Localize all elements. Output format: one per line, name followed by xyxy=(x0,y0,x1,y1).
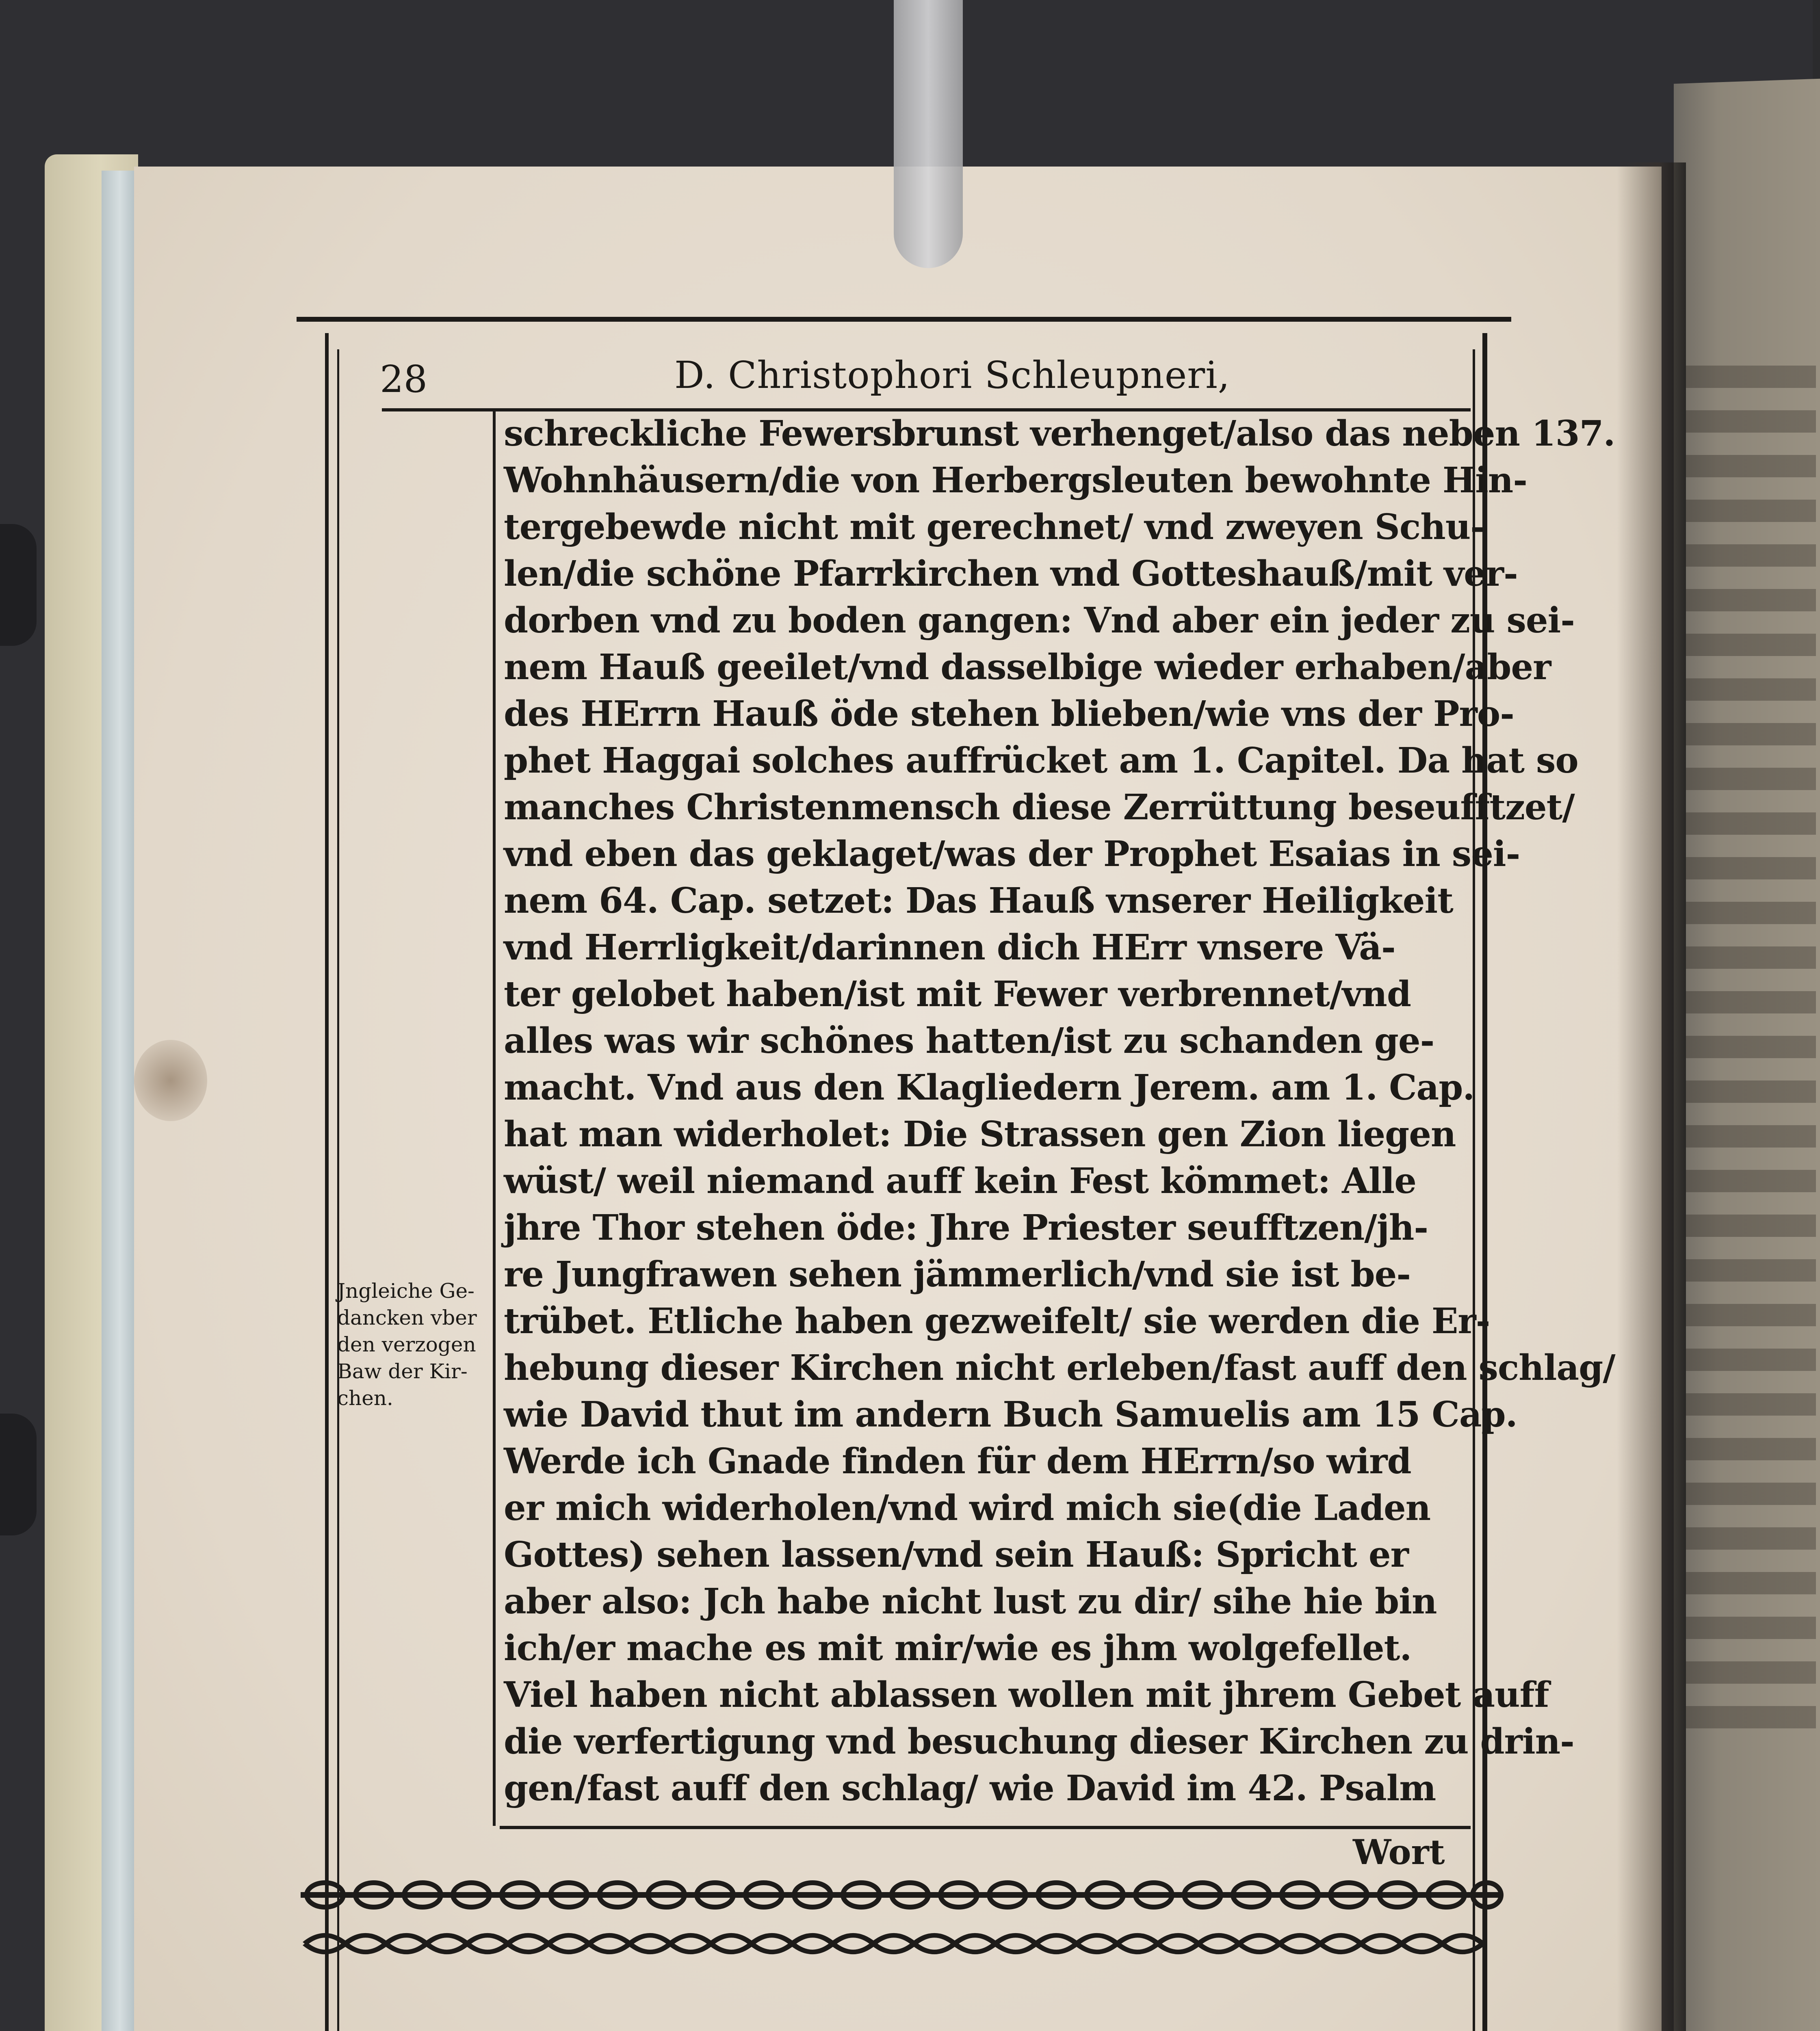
text-line: er mich widerholen/vnd wird mich sie(die Laden xyxy=(504,1488,1431,1529)
marginal-note-line: Baw der Kir- xyxy=(337,1360,468,1383)
text-line: gen/fast auff den schlag/ wie David im 42. Psalm xyxy=(504,1768,1436,1809)
ornament-border-lower xyxy=(301,1925,1503,1962)
book-gutter xyxy=(1617,162,1686,2031)
text-line: len/die schöne Pfarrkirchen vnd Gotteshauß/mit ver- xyxy=(504,553,1518,594)
text-line: Werde ich Gnade finden für dem HErrn/so wird xyxy=(504,1441,1411,1482)
text-line: vnd Herrligkeit/darinnen dich HErr vnsere Vä- xyxy=(504,927,1395,968)
text-line: wüst/ weil niemand auff kein Fest kömmet: Alle xyxy=(504,1161,1416,1202)
marginal-note xyxy=(337,1277,496,1412)
marginal-note-line: den verzogen xyxy=(337,1333,476,1356)
cradle-notch xyxy=(0,524,37,646)
text-line: tergebewde nicht mit gerechnet/ vnd zweyen Schu- xyxy=(504,507,1484,548)
page-edges xyxy=(102,171,138,2031)
text-line: trübet. Etliche haben gezweifelt/ sie werden die Er- xyxy=(504,1301,1490,1342)
cradle-notch xyxy=(0,1414,37,1535)
text-line: nem 64. Cap. setzet: Das Hauß vnserer Heiligkeit xyxy=(504,880,1453,921)
text-line: Viel haben nicht ablassen wollen mit jhrem Gebet auff xyxy=(504,1674,1549,1715)
text-line: Wohnhäusern/die von Herbergsleuten bewohnte Hin- xyxy=(504,460,1528,501)
text-line: aber also: Jch habe nicht lust zu dir/ sihe hie bin xyxy=(504,1581,1437,1622)
text-line: phet Haggai solches auffrücket am 1. Capitel. Da hat so xyxy=(504,740,1578,781)
text-line: re Jungfrawen sehen jämmerlich/vnd sie ist be- xyxy=(504,1254,1411,1295)
text-line: wie David thut im andern Buch Samuelis am 15 Cap. xyxy=(504,1394,1517,1435)
text-line: macht. Vnd aus den Klagliedern Jerem. am 1. Cap. xyxy=(504,1067,1475,1108)
footer-rule xyxy=(500,1826,1471,1829)
catchword: Wort xyxy=(1353,1832,1445,1872)
running-head: D. Christophori Schleupneri, xyxy=(674,353,1230,397)
text-line: des HErrn Hauß öde stehen blieben/wie vns der Pro- xyxy=(504,693,1514,734)
text-line: schreckliche Fewersbrunst verhenget/also das neben 137. xyxy=(504,413,1615,454)
marginal-note-line: chen. xyxy=(337,1386,393,1410)
marginal-note-line: Jngleiche Ge- xyxy=(337,1279,474,1303)
margin-column-rule xyxy=(493,408,496,1826)
foxing-stain xyxy=(134,1040,207,1121)
text-line: die verfertigung vnd besuchung dieser Kirchen zu drin- xyxy=(504,1721,1574,1762)
holding-strap-top xyxy=(894,0,963,268)
text-line: ich/er mache es mit mir/wie es jhm wolgefellet. xyxy=(504,1628,1412,1669)
marginal-note-line: dancken vber xyxy=(337,1306,477,1329)
body-text xyxy=(504,410,1615,1812)
text-line: dorben vnd zu boden gangen: Vnd aber ein jeder zu sei- xyxy=(504,600,1575,641)
text-line: nem Hauß geeilet/vnd dasselbige wieder erhaben/aber xyxy=(504,647,1551,688)
text-line: jhre Thor stehen öde: Jhre Priester seufftzen/jh- xyxy=(504,1207,1428,1248)
facing-page-text xyxy=(1686,366,1816,1747)
text-line: ter gelobet haben/ist mit Fewer verbrennet/vnd xyxy=(504,974,1411,1015)
ornament-border-upper xyxy=(301,1877,1503,1913)
text-line: hebung dieser Kirchen nicht erleben/fast auff den schlag/ xyxy=(504,1347,1615,1388)
text-line: alles was wir schönes hatten/ist zu schanden ge- xyxy=(504,1020,1434,1061)
text-line: vnd eben das geklaget/was der Prophet Esaias in sei- xyxy=(504,834,1520,875)
text-line: hat man widerholet: Die Strassen gen Zion liegen xyxy=(504,1114,1456,1155)
text-line: Gottes) sehen lassen/vnd sein Hauß: Spricht er xyxy=(504,1534,1408,1575)
page-number: 28 xyxy=(380,357,428,401)
text-line: manches Christenmensch diese Zerrüttung beseufftzet/ xyxy=(504,787,1575,828)
